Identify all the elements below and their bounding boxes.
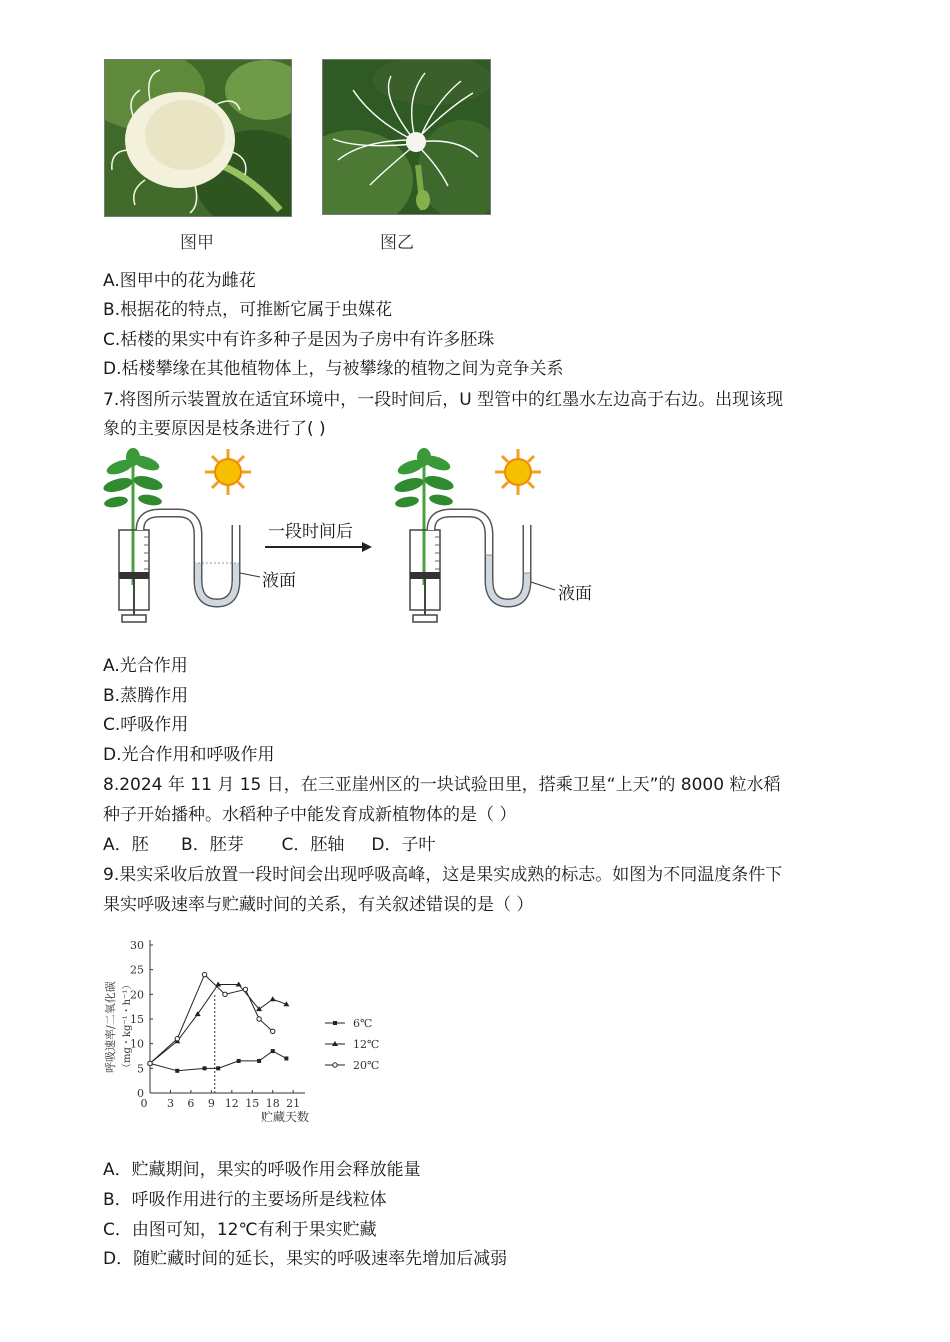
x-tick-label: 15 — [245, 1097, 260, 1110]
data-point — [257, 1059, 261, 1063]
data-point — [203, 1066, 207, 1070]
x-tick-label: 3 — [166, 1097, 174, 1110]
data-point — [257, 1017, 261, 1021]
photo-a-caption: 图甲 — [180, 233, 214, 253]
q7-stem-line2: 象的主要原因是枝条进行了( ) — [103, 419, 326, 439]
sun-icon-right — [495, 449, 541, 495]
q7-stem-line1: 7.将图所示装置放在适宜环境中，一段时间后，U 型管中的红墨水左边高于右边。出现该现 — [103, 390, 784, 410]
x-tick-label: 18 — [265, 1097, 280, 1110]
arrow-label: 一段时间后 — [268, 522, 353, 542]
y-tick-label: 15 — [130, 1013, 144, 1026]
q9-stem-line2: 果实呼吸速率与贮藏时间的关系，有关叙述错误的是（ ） — [103, 895, 534, 915]
data-point — [271, 1049, 275, 1053]
data-point — [148, 1061, 152, 1065]
legend-marker — [333, 1063, 337, 1067]
q6-option-b: B.根据花的特点，可推断它属于虫媒花 — [103, 300, 393, 320]
legend-label-2: 20℃ — [353, 1059, 380, 1072]
q7-option-b: B.蒸腾作用 — [103, 686, 189, 706]
q8-stem-line2: 种子开始播种。水稻种子中能发育成新植物体的是（ ） — [103, 805, 517, 825]
x-axis-label: 贮藏天数 — [260, 1110, 310, 1124]
q7-apparatus-diagram — [100, 445, 620, 635]
respiration-chart-svg — [100, 930, 400, 1130]
series-line-2 — [150, 975, 273, 1064]
data-point — [216, 1066, 220, 1070]
q6-option-c: C.栝楼的果实中有许多种子是因为子房中有许多胚珠 — [103, 330, 495, 350]
x-tick-label: 12 — [224, 1097, 239, 1110]
apparatus-before — [102, 448, 260, 622]
data-point — [223, 992, 227, 996]
y-tick-label: 5 — [137, 1062, 144, 1076]
data-point — [237, 1059, 241, 1063]
x-tick-label: 21 — [286, 1097, 301, 1110]
respiration-chart — [100, 930, 400, 1130]
q7-option-c: C.呼吸作用 — [103, 715, 189, 735]
y-axis-label: 呼吸速率/二氧化碳 — [104, 981, 117, 1073]
apparatus-after — [393, 448, 555, 622]
x-tick-label: 9 — [207, 1097, 215, 1110]
photo-b-caption: 图乙 — [380, 233, 414, 253]
flower-photo-a — [104, 59, 292, 217]
q6-option-d: D.栝楼攀缘在其他植物体上，与被攀缘的植物之间为竞争关系 — [103, 359, 564, 379]
q9-option-b: B．呼吸作用进行的主要场所是线粒体 — [103, 1190, 387, 1210]
data-point — [202, 972, 206, 976]
data-point — [270, 996, 276, 1001]
data-point — [175, 1069, 179, 1073]
q7-option-d: D.光合作用和呼吸作用 — [103, 745, 275, 765]
q8-options: A．胚 B．胚芽 C．胚轴 D．子叶 — [103, 835, 436, 855]
y-tick-label: 25 — [130, 963, 144, 977]
series-line-1 — [150, 984, 286, 1063]
data-point — [175, 1037, 179, 1041]
y-tick-label: 0 — [137, 1087, 144, 1100]
data-point — [271, 1029, 275, 1033]
q9-option-c: C．由图可知，12℃有利于果实贮藏 — [103, 1220, 377, 1240]
data-point — [284, 1056, 288, 1060]
x-tick-label: 0 — [140, 1097, 148, 1110]
flower-photo-b — [322, 59, 491, 215]
y-axis-unit: （mg・kg⁻¹・h⁻¹） — [122, 979, 133, 1073]
q8-stem-line1: 8.2024 年 11 月 15 日，在三亚崖州区的一块试验田里，搭乘卫星“上天”的 8000 粒水稻 — [103, 775, 781, 795]
legend-marker — [333, 1021, 337, 1025]
q6-option-a: A.图甲中的花为雌花 — [103, 271, 256, 291]
q9-stem-line1: 9.果实采收后放置一段时间会出现呼吸高峰，这是果实成熟的标志。如图为不同温度条件下 — [103, 865, 783, 885]
q9-option-a: A．贮藏期间，果实的呼吸作用会释放能量 — [103, 1160, 421, 1180]
x-tick-label: 6 — [187, 1097, 195, 1110]
y-tick-label: 10 — [130, 1037, 144, 1051]
sun-icon-left — [205, 449, 251, 495]
y-tick-label: 20 — [130, 988, 144, 1002]
data-point — [243, 987, 247, 991]
liquid-label-left: 液面 — [262, 571, 296, 591]
liquid-label-right: 液面 — [558, 584, 592, 604]
q9-option-d: D．随贮藏时间的延长，果实的呼吸速率先增加后减弱 — [103, 1249, 508, 1269]
y-tick-label: 30 — [130, 939, 144, 952]
legend-label-1: 12℃ — [353, 1038, 380, 1051]
q7-option-a: A.光合作用 — [103, 656, 188, 676]
legend-label-0: 6℃ — [353, 1017, 373, 1030]
